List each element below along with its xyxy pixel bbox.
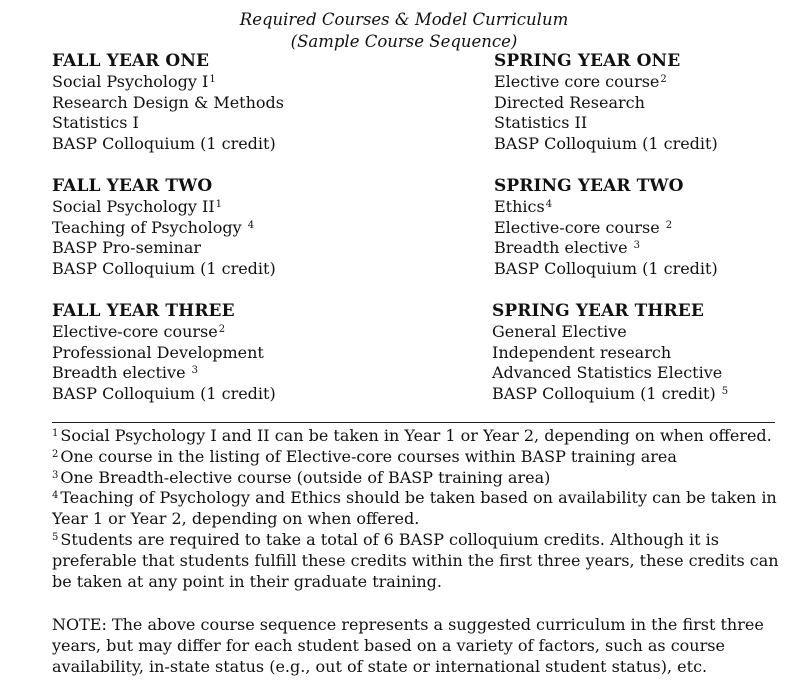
- footnote-mark: 1: [52, 428, 59, 439]
- footnote-mark: 4: [52, 490, 59, 502]
- footnote-divider: [52, 422, 775, 423]
- document-title: Required Courses & Model Curriculum: [239, 10, 569, 29]
- footnote: $^5$ Students are required to take a total of 6 BASP colloquium credits. Although it is preferable that students fulfill these credits within the first three years, these credits can be taken at any point in their graduate training.: [52, 529, 779, 591]
- course-item: Social Psychology $II^1$: [52, 196, 223, 216]
- course-item: Advanced Statistics Elective: [492, 363, 723, 383]
- footnote-ref: 2: [218, 323, 226, 335]
- semester-spring-year-two: [494, 176, 718, 280]
- course-item: BASP Colloquium (1 credit): [494, 134, 718, 154]
- footnote-ref: 4: [247, 219, 255, 231]
- footnote-ref: 2: [665, 219, 673, 231]
- semester-heading: SPRING YEAR TWO: [494, 176, 684, 196]
- semester-heading: FALL YEAR ONE: [52, 51, 210, 71]
- footnote-mark: 2: [52, 448, 59, 460]
- footnote: $^4$ Teaching of Psychology and Ethics should be taken based on availability can be taken in Year 1 or Year 2, depending on when offered.: [52, 488, 777, 529]
- course-item: BASP Colloquium (1 credit): [52, 384, 276, 404]
- footnote-mark: 3: [52, 469, 59, 481]
- course-item: Professional Development: [52, 342, 264, 362]
- course-item: Directed Research: [494, 92, 645, 112]
- footnote-ref: 4: [545, 198, 553, 210]
- course-item: BASP Pro-seminar: [52, 238, 202, 258]
- semester-spring-year-one: [494, 51, 718, 155]
- course-item: Statistics I: [52, 113, 139, 133]
- course-item: Elective-core course$^2$: [52, 321, 226, 341]
- footnotes: [52, 426, 782, 592]
- course-item: BASP Colloquium (1 credit): [52, 259, 276, 279]
- footnote: $^1$ Social Psychology I and II can be taken in Year 1 or Year 2, depending on when offered.: [52, 426, 772, 445]
- course-item: Elective-core course $^2$: [494, 217, 673, 237]
- footnote: $^2$ One course in the listing of Elective-core courses within BASP training area: [52, 446, 677, 466]
- semester-heading: FALL YEAR THREE: [52, 301, 235, 321]
- course-item: Social Psychology $I^1$: [52, 71, 216, 91]
- course-item: Breadth elective $^3$: [52, 363, 199, 383]
- footnote: $^3$ One Breadth-elective course (outside of BASP training area): [52, 467, 551, 487]
- course-item: Teaching of Psychology $^4$: [52, 217, 255, 237]
- course-item: Elective core course$^2$: [494, 71, 667, 91]
- footnote-ref: 1: [215, 198, 223, 210]
- curriculum-note: NOTE: The above course sequence represents a suggested curriculum in the first three years, but may differ for each student based on a variety of factors, such as course availability, in-state status (e.g., out of state or international student status), etc.: [52, 615, 764, 676]
- footnote-ref: 3: [191, 365, 199, 377]
- semester-fall-year-three: [52, 301, 276, 405]
- course-item: Ethics$^4$: [494, 196, 553, 216]
- course-item: BASP Colloquium (1 credit): [494, 259, 718, 279]
- course-item: Breadth elective $^3$: [494, 238, 641, 258]
- footnote-mark: 5: [52, 531, 59, 543]
- footnote-ref: 2: [660, 73, 667, 85]
- semester-heading: FALL YEAR TWO: [52, 176, 213, 196]
- course-item: BASP Colloquium (1 credit) $^5$: [492, 384, 729, 404]
- semester-fall-year-one: [52, 51, 284, 155]
- semester-heading: SPRING YEAR THREE: [492, 301, 704, 321]
- semester-fall-year-two: [52, 176, 276, 280]
- footnote-ref: 3: [633, 240, 641, 252]
- footnote-ref: 5: [721, 386, 729, 398]
- course-item: Statistics II: [494, 113, 588, 133]
- course-item: BASP Colloquium (1 credit): [52, 134, 276, 154]
- semester-heading: SPRING YEAR ONE: [494, 51, 681, 71]
- course-item: Independent research: [492, 342, 672, 362]
- semester-spring-year-three: [492, 301, 728, 405]
- course-item: General Elective: [492, 321, 627, 341]
- footnote-ref: 1: [209, 73, 216, 85]
- document-subtitle: (Sample Course Sequence): [290, 32, 518, 51]
- course-item: Research Design & Methods: [52, 92, 284, 112]
